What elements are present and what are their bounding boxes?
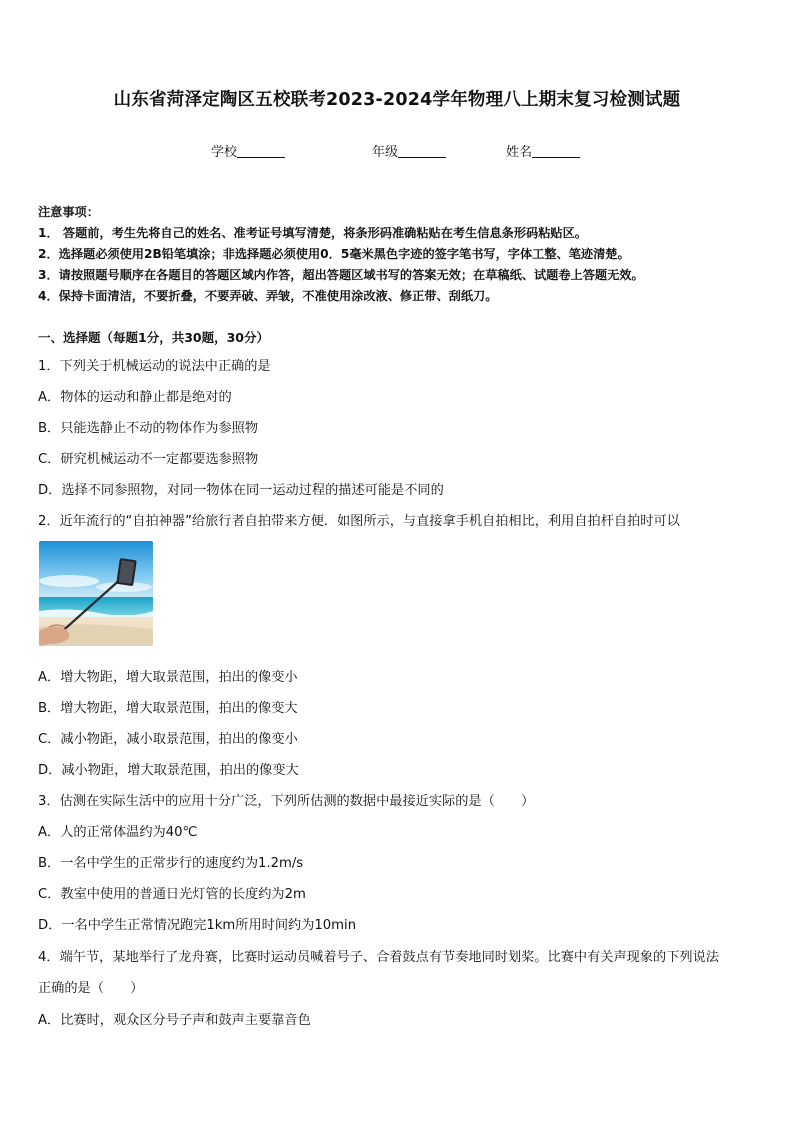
option-a: A．增大物距，增大取景范围，拍出的像变小	[38, 670, 298, 685]
option-a: A．比赛时，观众区分号子声和鼓声主要靠音色	[38, 1013, 311, 1028]
name-field	[506, 141, 580, 160]
section-heading: 一、选择题（每题1分，共30题，30分）	[38, 330, 269, 345]
notes-block	[38, 202, 644, 307]
note-item: 3．请按照题号顺序在各题目的答题区域内作答，超出答题区域书写的答案无效；在草稿纸、试题卷上答题无效。	[38, 268, 644, 282]
question-stem: 1．下列关于机械运动的说法中正确的是	[38, 359, 271, 374]
note-item: 2．选择题必须使用2B铅笔填涂；非选择题必须使用0．5毫米黑色字迹的签字笔书写，字体工整、笔迹清楚。	[38, 247, 630, 261]
grade-blank	[398, 145, 446, 158]
selfie-stick-photo	[39, 541, 153, 646]
option-c: C．教室中使用的普通日光灯管的长度约为2m	[38, 887, 306, 902]
grade-label: 年级	[372, 145, 399, 160]
notes-heading: 注意事项：	[38, 205, 99, 219]
page-title: 山东省菏泽定陶区五校联考2023-2024学年物理八上期末复习检测试题	[113, 90, 681, 110]
option-d: D．选择不同参照物，对同一物体在同一运动过程的描述可能是不同的	[38, 483, 444, 498]
option-c: C．研究机械运动不一定都要选参照物	[38, 452, 259, 467]
school-blank	[237, 145, 285, 158]
note-item: 4．保持卡面清洁，不要折叠，不要弄破、弄皱，不准使用涂改液、修正带、刮纸刀。	[38, 289, 498, 303]
option-a: A．物体的运动和静止都是绝对的	[38, 390, 232, 405]
question-stem: 3．估测在实际生活中的应用十分广泛，下列所估测的数据中最接近实际的是（ ）	[38, 794, 535, 809]
option-b: B．只能选静止不动的物体作为参照物	[38, 421, 259, 436]
option-b: B．增大物距，增大取景范围，拍出的像变大	[38, 701, 298, 716]
name-blank	[532, 145, 580, 158]
school-label: 学校	[211, 145, 238, 160]
option-d: D．一名中学生正常情况跑完1km所用时间约为10min	[38, 918, 357, 933]
school-field	[211, 141, 285, 160]
question-stem: 4．端午节，某地举行了龙舟赛，比赛时运动员喊着号子、合着鼓点有节奏地同时划桨。比赛中有关声现象的下列说法	[38, 950, 719, 965]
option-a: A．人的正常体温约为40℃	[38, 825, 198, 840]
option-c: C．减小物距，减小取景范围，拍出的像变小	[38, 732, 298, 747]
grade-field	[372, 141, 446, 160]
question-stem: 2．近年流行的“自拍神器”给旅行者自拍带来方便．如图所示，与直接拿手机自拍相比，利用自拍杆自拍时可以	[38, 514, 680, 529]
name-label: 姓名	[506, 145, 533, 160]
option-d: D．减小物距，增大取景范围，拍出的像变大	[38, 763, 299, 778]
selfie-stick-illustration	[39, 541, 153, 646]
note-item: 1． 答题前，考生先将自己的姓名、准考证号填写清楚，将条形码准确粘贴在考生信息条形码粘贴区。	[38, 226, 587, 240]
option-b: B．一名中学生的正常步行的速度约为1.2m/s	[38, 856, 304, 871]
question-stem-cont: 正确的是（ ）	[38, 981, 144, 996]
